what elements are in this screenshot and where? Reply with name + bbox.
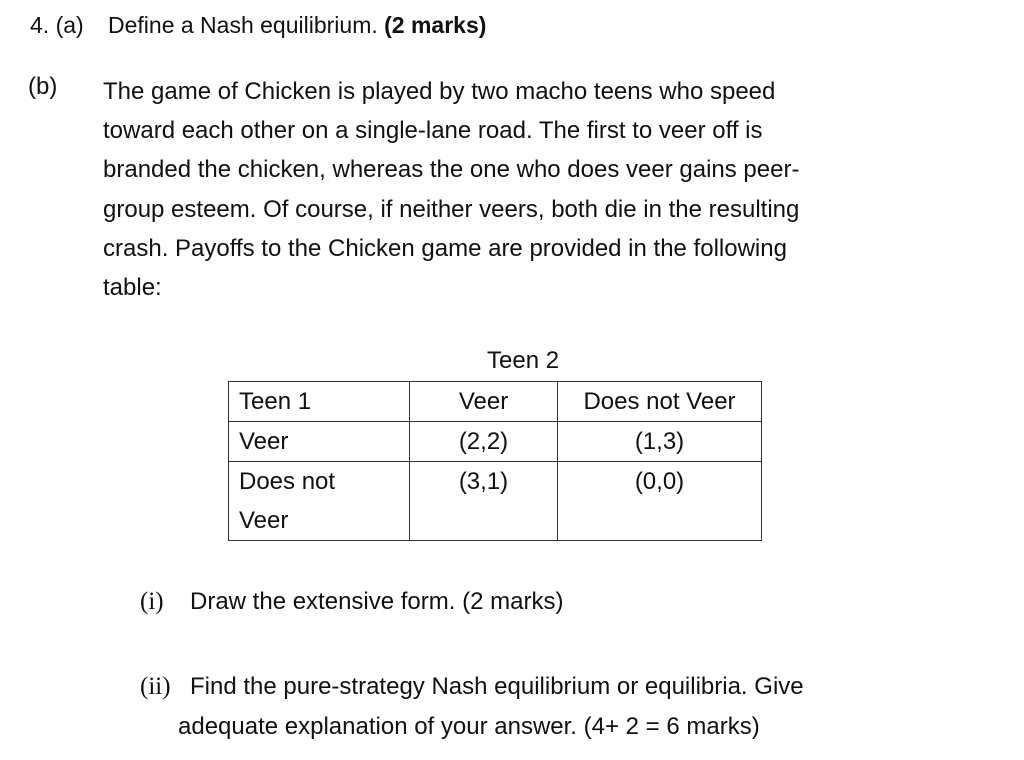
header-teen-1: Teen 1	[229, 382, 410, 422]
paragraph-line: crash. Payoffs to the Chicken game are provided in the following	[103, 234, 787, 262]
question-4a-marks: (2 marks)	[384, 12, 487, 38]
sub-question-ii-line-2: adequate explanation of your answer. (4+ 2 = 6 marks)	[178, 713, 760, 740]
question-4a	[30, 10, 486, 40]
sub-question-i-label: (i)	[140, 588, 164, 615]
question-4b-text	[103, 72, 903, 307]
row-label-line: Veer	[239, 507, 289, 534]
payoff-cell: (2,2)	[410, 422, 558, 462]
sub-question-ii	[140, 667, 804, 747]
sub-question-i	[140, 587, 563, 617]
question-number: 4. (a)	[30, 12, 84, 38]
table-header-row	[229, 382, 762, 422]
header-veer: Veer	[410, 382, 558, 422]
row-label-does-not-veer	[229, 462, 410, 541]
payoff-cell: (3,1)	[410, 462, 558, 541]
table-row	[229, 462, 762, 541]
question-4a-text: Define a Nash equilibrium.	[108, 12, 378, 38]
sub-question-i-text: Draw the extensive form. (2 marks)	[190, 588, 564, 615]
paragraph-line: branded the chicken, whereas the one who does veer gains peer-	[103, 156, 800, 184]
sub-question-ii-label: (ii)	[140, 673, 171, 700]
paragraph-line: toward each other on a single-lane road. The first to veer off is	[103, 117, 763, 145]
row-label-veer: Veer	[229, 422, 410, 462]
paragraph-line: The game of Chicken is played by two macho teens who speed	[103, 78, 776, 105]
payoff-table	[228, 381, 762, 541]
sub-question-ii-line-1: Find the pure-strategy Nash equilibrium or equilibria. Give	[190, 673, 804, 700]
table-row	[229, 422, 762, 462]
header-does-not-veer: Does not Veer	[558, 382, 762, 422]
question-4b-label: (b)	[28, 73, 58, 100]
payoff-cell: (0,0)	[558, 462, 762, 541]
paragraph-line: table:	[103, 274, 162, 302]
table-caption-teen-2: Teen 2	[487, 347, 560, 374]
paragraph-line: group esteem. Of course, if neither veers, both die in the resulting	[103, 195, 800, 223]
payoff-cell: (1,3)	[558, 422, 762, 462]
row-label-line: Does not	[239, 468, 336, 495]
